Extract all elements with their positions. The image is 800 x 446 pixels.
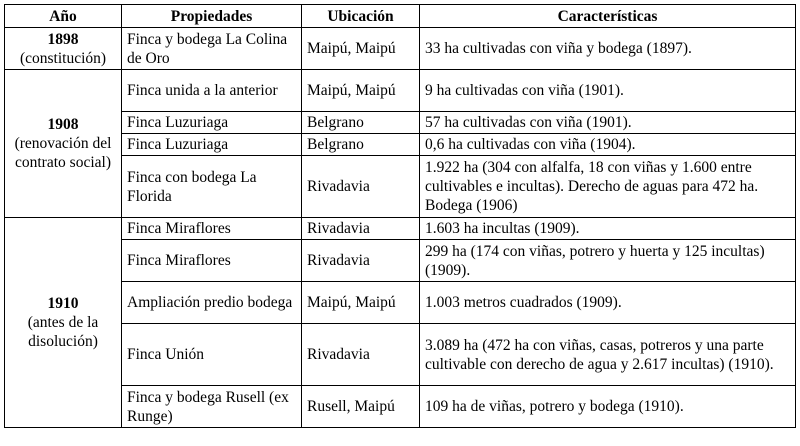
header-properties: Propiedades xyxy=(122,5,302,28)
table-row xyxy=(5,386,796,428)
property-cell: Finca Luzuriaga xyxy=(122,112,302,134)
table-row xyxy=(5,70,796,112)
property-cell: Finca Miraflores xyxy=(122,218,302,240)
year-value: 1910 xyxy=(47,295,79,312)
year-note: (renovación del contrato social) xyxy=(14,135,112,171)
year-cell xyxy=(5,28,122,70)
table-row xyxy=(5,324,796,386)
property-cell: Finca con bodega La Florida xyxy=(122,156,302,218)
characteristics-cell: 57 ha cultivadas con viña (1901). xyxy=(420,112,796,134)
header-year: Año xyxy=(5,5,122,28)
characteristics-cell: 0,6 ha cultivadas con viña (1904). xyxy=(420,134,796,156)
year-note: (antes de la disolución) xyxy=(27,314,99,350)
header-row xyxy=(5,5,796,28)
characteristics-cell: 9 ha cultivadas con viña (1901). xyxy=(420,70,796,112)
property-cell: Finca unida a la anterior xyxy=(122,70,302,112)
year-cell xyxy=(5,70,122,218)
characteristics-cell: 1.922 ha (304 con alfalfa, 18 con viñas y 1.600 entre cultivables e incultas). Derecho de aguas para 472 ha. Bodega (1906) xyxy=(420,156,796,218)
location-cell: Rivadavia xyxy=(302,156,420,218)
header-characteristics: Características xyxy=(420,5,796,28)
table-row xyxy=(5,156,796,218)
property-cell: Ampliación predio bodega xyxy=(122,282,302,324)
characteristics-cell: 109 ha de viñas, potrero y bodega (1910). xyxy=(420,386,796,428)
property-cell: Finca Luzuriaga xyxy=(122,134,302,156)
characteristics-cell: 3.089 ha (472 ha con viñas, casas, potreros y una parte cultivable con derecho de agua y 2.617 incultas) (1910). xyxy=(420,324,796,386)
header-location: Ubicación xyxy=(302,5,420,28)
location-cell: Rusell, Maipú xyxy=(302,386,420,428)
table-row xyxy=(5,282,796,324)
location-cell: Belgrano xyxy=(302,112,420,134)
characteristics-cell: 33 ha cultivadas con viña y bodega (1897). xyxy=(420,28,796,70)
property-cell: Finca Miraflores xyxy=(122,240,302,282)
table-row xyxy=(5,112,796,134)
characteristics-cell: 1.603 ha incultas (1909). xyxy=(420,218,796,240)
characteristics-cell: 1.003 metros cuadrados (1909). xyxy=(420,282,796,324)
year-cell xyxy=(5,218,122,428)
location-cell: Maipú, Maipú xyxy=(302,28,420,70)
property-cell: Finca Unión xyxy=(122,324,302,386)
location-cell: Rivadavia xyxy=(302,324,420,386)
year-value: 1908 xyxy=(47,116,79,133)
characteristics-cell: 299 ha (174 con viñas, potrero y huerta y 125 incultas) (1909). xyxy=(420,240,796,282)
properties-table xyxy=(4,4,796,428)
table-row xyxy=(5,28,796,70)
table-row xyxy=(5,240,796,282)
location-cell: Belgrano xyxy=(302,134,420,156)
property-cell: Finca y bodega Rusell (ex Runge) xyxy=(122,386,302,428)
location-cell: Maipú, Maipú xyxy=(302,70,420,112)
year-value: 1898 xyxy=(47,30,79,48)
location-cell: Rivadavia xyxy=(302,218,420,240)
location-cell: Maipú, Maipú xyxy=(302,282,420,324)
table-row xyxy=(5,134,796,156)
year-note: (constitución) xyxy=(19,49,107,67)
table-row xyxy=(5,218,796,240)
property-cell: Finca y bodega La Colina de Oro xyxy=(122,28,302,70)
location-cell: Rivadavia xyxy=(302,240,420,282)
